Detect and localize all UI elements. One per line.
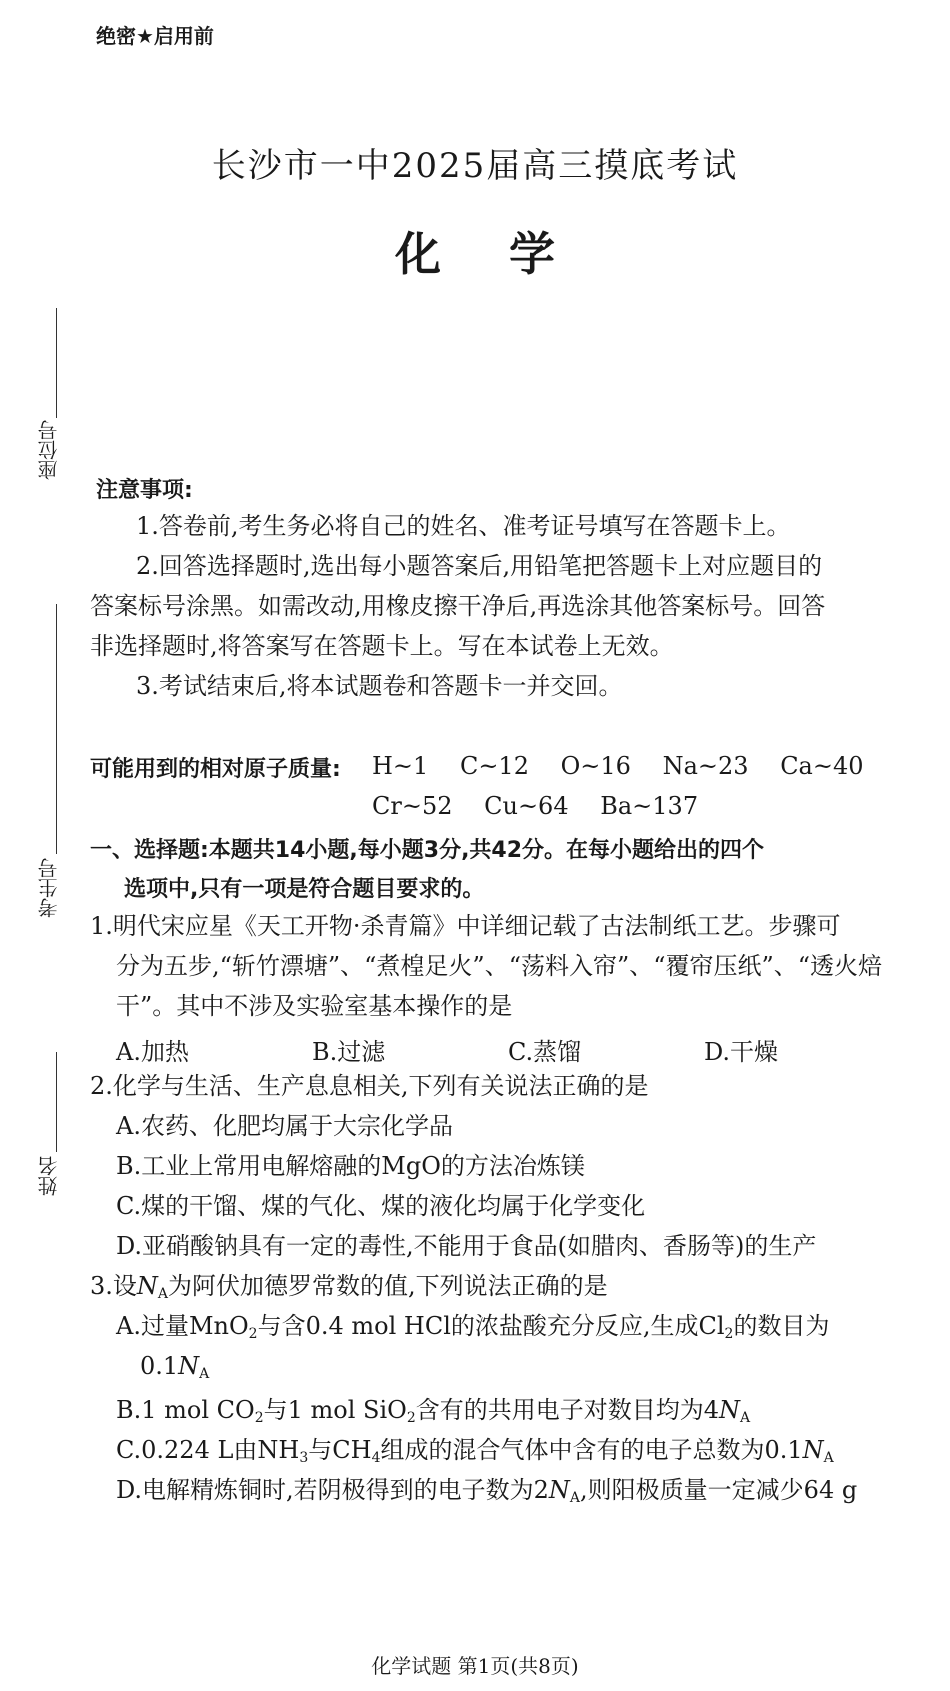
notice-item-2-line-1: 2.回答选择题时,选出每小题答案后,用铅笔把答题卡上对应题目的: [136, 552, 823, 580]
q3-b-part-2: 与1 mol SiO: [263, 1396, 407, 1424]
avogadro-subscript: A: [569, 1490, 581, 1506]
atomic-mass-label: 可能用到的相对原子质量:: [90, 757, 341, 782]
section-1-heading-line-1: 一、选择题:本题共14小题,每小题3分,共42分。在每小题给出的四个: [90, 838, 765, 863]
avogadro-symbol: N: [719, 1396, 741, 1424]
q3-option-b: [116, 1396, 750, 1432]
secret-label: 绝密★启用前: [96, 24, 214, 48]
q3-a-part-3: 的数目为: [733, 1312, 830, 1340]
atomic-mass-row-2: [372, 792, 722, 820]
q1-stem-line-1: 1.明代宋应星《天工开物·杀青篇》中详细记载了古法制纸工艺。步骤可: [90, 912, 841, 940]
q3-c-part-1: C.0.224 L由NH: [116, 1436, 300, 1464]
q3-a-value: 0.1: [140, 1352, 179, 1380]
atomic-mass-ba: Ba~137: [600, 792, 699, 820]
q2-option-b: B.工业上常用电解熔融的MgO的方法冶炼镁: [116, 1152, 585, 1180]
q3-c-sub-1: 3: [299, 1450, 309, 1466]
q3-a-part-1: A.过量MnO: [116, 1312, 249, 1340]
q3-a-sub-2: 2: [724, 1326, 734, 1342]
notice-item-2-line-3: 非选择题时,将答案写在答题卡上。写在本试卷上无效。: [90, 632, 674, 660]
atomic-mass-cu: Cu~64: [484, 792, 569, 820]
q3-a-sub-1: 2: [248, 1326, 258, 1342]
subject-title: 化学: [395, 227, 623, 281]
seat-number-line: [56, 308, 57, 418]
avogadro-subscript: A: [740, 1410, 751, 1426]
student-number-line: [56, 604, 57, 854]
notice-item-2-line-2: 答案标号涂黑。如需改动,用橡皮擦干净后,再选涂其他答案标号。回答: [90, 592, 826, 620]
atomic-mass-c: C~12: [459, 752, 529, 780]
q3-d-part-2: ,则阳极质量一定减少64 g: [580, 1476, 858, 1504]
q3-a-part-2: 与含0.4 mol HCl的浓盐酸充分反应,生成Cl: [257, 1312, 725, 1340]
q1-option-d: D.干燥: [704, 1038, 779, 1066]
q1-option-a: A.加热: [116, 1038, 189, 1066]
notice-item-3: 3.考试结束后,将本试题卷和答题卡一并交回。: [136, 672, 623, 700]
avogadro-subscript: A: [157, 1286, 169, 1302]
avogadro-symbol: N: [802, 1436, 824, 1464]
q3-b-sub-1: 2: [254, 1410, 264, 1426]
q3-b-part-1: B.1 mol CO: [116, 1396, 255, 1424]
q1-option-c: C.蒸馏: [508, 1038, 582, 1066]
avogadro-symbol: N: [178, 1352, 200, 1380]
q3-stem-suffix: 为阿伏加德罗常数的值,下列说法正确的是: [168, 1272, 608, 1300]
q1-stem-line-2: 分为五步,“斩竹漂塘”、“煮楻足火”、“荡料入帘”、“覆帘压纸”、“透火焙: [116, 952, 883, 980]
q3-c-part-3: 组成的混合气体中含有的电子总数为0.1: [380, 1436, 803, 1464]
section-1-heading-line-2: 选项中,只有一项是符合题目要求的。: [124, 877, 485, 902]
q3-option-a-line-2: [140, 1352, 209, 1388]
atomic-mass-h: H~1: [372, 752, 429, 780]
name-label: 姓名: [37, 1156, 61, 1196]
q3-stem: [90, 1272, 608, 1308]
q2-option-d: D.亚硝酸钠具有一定的毒性,不能用于食品(如腊肉、香肠等)的生产: [116, 1232, 817, 1260]
name-line: [56, 1052, 57, 1152]
q3-b-part-3: 含有的共用电子对数目均为4: [415, 1396, 720, 1424]
avogadro-symbol: N: [136, 1272, 158, 1300]
page-footer: 化学试题 第1页(共8页): [371, 1654, 579, 1678]
q3-c-part-2: 与CH: [308, 1436, 372, 1464]
seat-number-label: 座位号: [37, 420, 61, 480]
q3-option-d: [116, 1476, 857, 1512]
avogadro-subscript: A: [823, 1450, 834, 1466]
q3-c-sub-2: 4: [371, 1450, 381, 1466]
avogadro-symbol: N: [548, 1476, 570, 1504]
q3-option-a-line-1: [116, 1312, 829, 1348]
notice-heading: 注意事项:: [96, 478, 193, 503]
q2-option-a: A.农药、化肥均属于大宗化学品: [116, 1112, 453, 1140]
q3-option-c: [116, 1436, 834, 1472]
q3-d-part-1: D.电解精炼铜时,若阴极得到的电子数为2: [116, 1476, 549, 1504]
atomic-mass-na: Na~23: [662, 752, 749, 780]
q2-stem: 2.化学与生活、生产息息相关,下列有关说法正确的是: [90, 1072, 649, 1100]
avogadro-subscript: A: [199, 1366, 210, 1382]
atomic-mass-o: O~16: [560, 752, 631, 780]
q2-option-c: C.煤的干馏、煤的气化、煤的液化均属于化学变化: [116, 1192, 646, 1220]
q1-option-b: B.过滤: [312, 1038, 386, 1066]
exam-title: 长沙市一中2025届高三摸底考试: [211, 146, 739, 186]
q3-stem-prefix: 3.设: [90, 1272, 137, 1300]
q3-b-sub-2: 2: [406, 1410, 416, 1426]
student-number-label: 考生号: [37, 858, 61, 918]
atomic-mass-row-1: [372, 752, 864, 780]
notice-item-1: 1.答卷前,考生务必将自己的姓名、准考证号填写在答题卡上。: [136, 512, 791, 540]
q1-stem-line-3: 干”。其中不涉及实验室基本操作的是: [116, 992, 513, 1020]
atomic-mass-ca: Ca~40: [780, 752, 864, 780]
atomic-mass-cr: Cr~52: [372, 792, 453, 820]
